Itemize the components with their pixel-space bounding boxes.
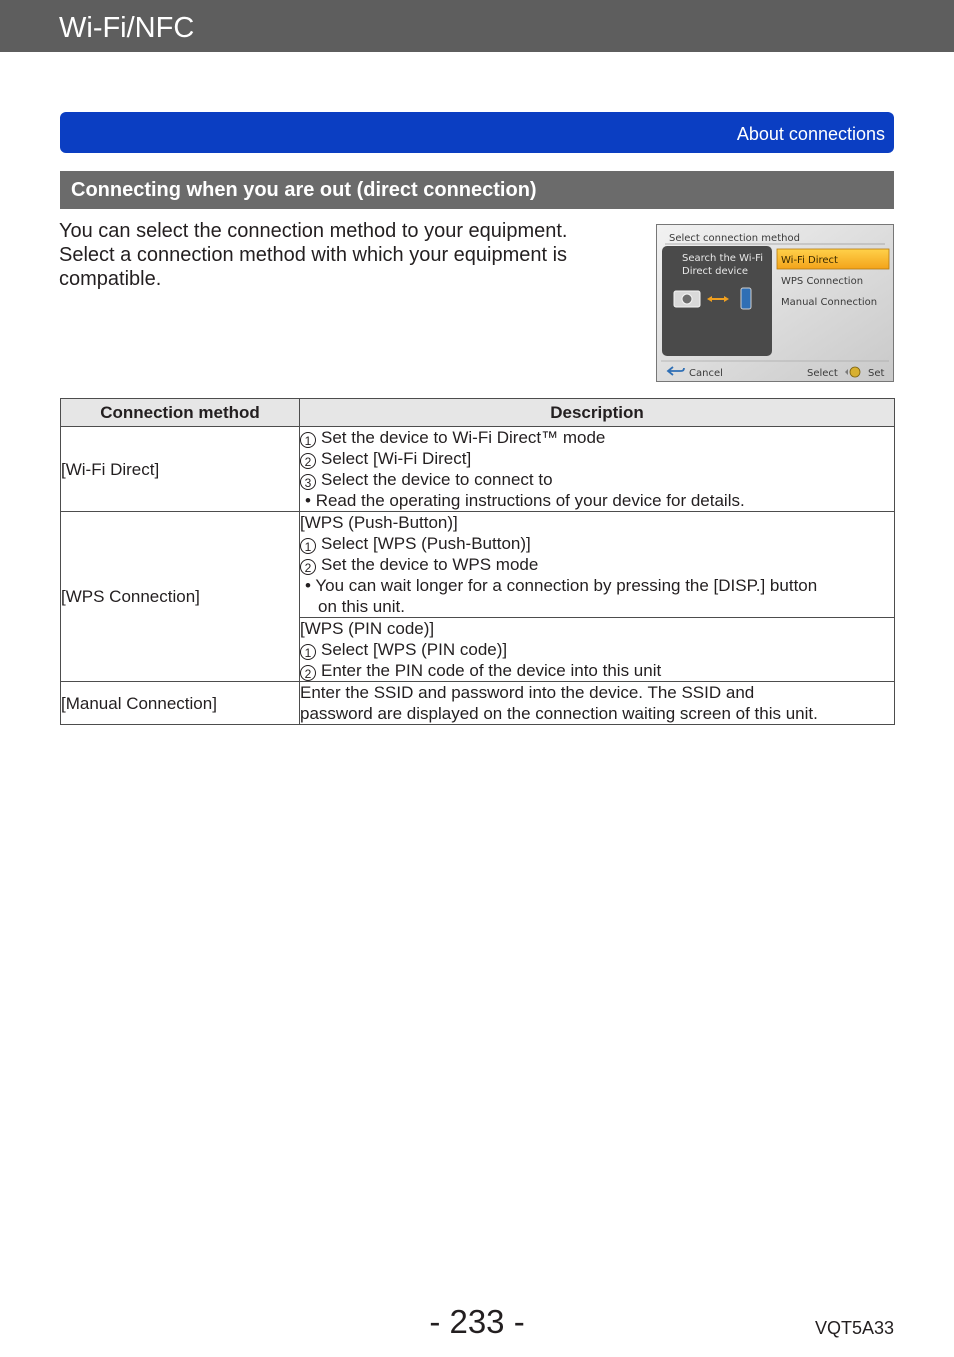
note-continuation: on this unit. <box>318 597 405 616</box>
step-line <box>300 469 894 490</box>
document-code: VQT5A33 <box>814 1318 894 1338</box>
set-label: Set <box>868 368 885 379</box>
table-row <box>61 512 895 618</box>
description-cell <box>300 512 895 618</box>
note-line <box>300 575 894 596</box>
menu-item-wifi-direct[interactable]: Wi-Fi Direct <box>781 255 838 266</box>
camera-icon <box>674 291 700 307</box>
section-heading-bar <box>60 171 894 209</box>
camera-screen-svg <box>657 225 893 381</box>
step-line <box>300 427 894 448</box>
connection-methods-table <box>60 398 895 725</box>
step-line <box>300 533 894 554</box>
note-text: Read the operating instructions of your device for details. <box>315 491 745 510</box>
select-label: Select <box>807 368 838 379</box>
page-number: - 233 - <box>429 1303 525 1340</box>
breadcrumb-bar <box>60 112 894 153</box>
subsection-title: [WPS (Push-Button)] <box>300 513 458 532</box>
screen-title: Select connection method <box>669 233 800 244</box>
step-text: Set the device to WPS mode <box>321 555 539 574</box>
step-line <box>300 448 894 469</box>
method-cell: [WPS Connection] <box>61 512 300 682</box>
step-number: 1 <box>300 538 316 554</box>
description-line: Enter the SSID and password into the device. The SSID and <box>300 683 755 702</box>
step-line <box>300 639 894 660</box>
step-text: Select [WPS (Push-Button)] <box>321 534 531 553</box>
top-header-bar <box>0 0 954 52</box>
note-text: You can wait longer for a connection by pressing the [DISP.] button <box>315 576 818 595</box>
method-cell: [Wi-Fi Direct] <box>61 427 300 512</box>
step-text: Enter the PIN code of the device into this unit <box>321 661 662 680</box>
bullet: • <box>305 576 311 595</box>
breadcrumb-label: About connections <box>736 124 885 144</box>
step-number: 2 <box>300 665 316 681</box>
description-line: password are displayed on the connection waiting screen of this unit. <box>300 704 818 723</box>
section-title: Connecting when you are out (direct connection) <box>71 179 537 201</box>
subsection-title: [WPS (PIN code)] <box>300 619 435 638</box>
step-number: 1 <box>300 432 316 448</box>
step-text: Select [Wi-Fi Direct] <box>321 449 472 468</box>
smartphone-icon <box>741 288 751 309</box>
bullet: • <box>305 491 311 510</box>
step-line <box>300 660 894 681</box>
panel-line: Search the Wi-Fi <box>682 253 763 264</box>
table-row <box>61 682 895 725</box>
step-number: 3 <box>300 474 316 490</box>
intro-paragraph <box>59 219 629 291</box>
step-line <box>300 554 894 575</box>
table-row <box>61 427 895 512</box>
note-line <box>300 490 894 511</box>
step-text: Set the device to Wi-Fi Direct™ mode <box>321 428 606 447</box>
description-cell <box>300 618 895 682</box>
camera-screen-illustration <box>656 224 894 382</box>
intro-line: You can select the connection method to your equipment. <box>59 220 568 242</box>
table-header-row <box>61 399 895 427</box>
description-cell <box>300 427 895 512</box>
step-text: Select [WPS (PIN code)] <box>321 640 508 659</box>
cancel-label[interactable]: Cancel <box>689 368 723 379</box>
column-header: Connection method <box>61 399 300 427</box>
column-header: Description <box>300 399 895 427</box>
menu-item-wps[interactable]: WPS Connection <box>781 276 864 287</box>
menu-item-manual[interactable]: Manual Connection <box>781 297 878 308</box>
description-cell <box>300 682 895 725</box>
step-number: 2 <box>300 559 316 575</box>
method-cell: [Manual Connection] <box>61 682 300 725</box>
step-text: Select the device to connect to <box>321 470 553 489</box>
chapter-title: Wi-Fi/NFC <box>59 12 195 44</box>
intro-line: compatible. <box>59 268 162 290</box>
intro-line: Select a connection method with which your equipment is <box>59 244 568 266</box>
step-number: 1 <box>300 644 316 660</box>
panel-line: Direct device <box>682 266 748 277</box>
step-number: 2 <box>300 453 316 469</box>
